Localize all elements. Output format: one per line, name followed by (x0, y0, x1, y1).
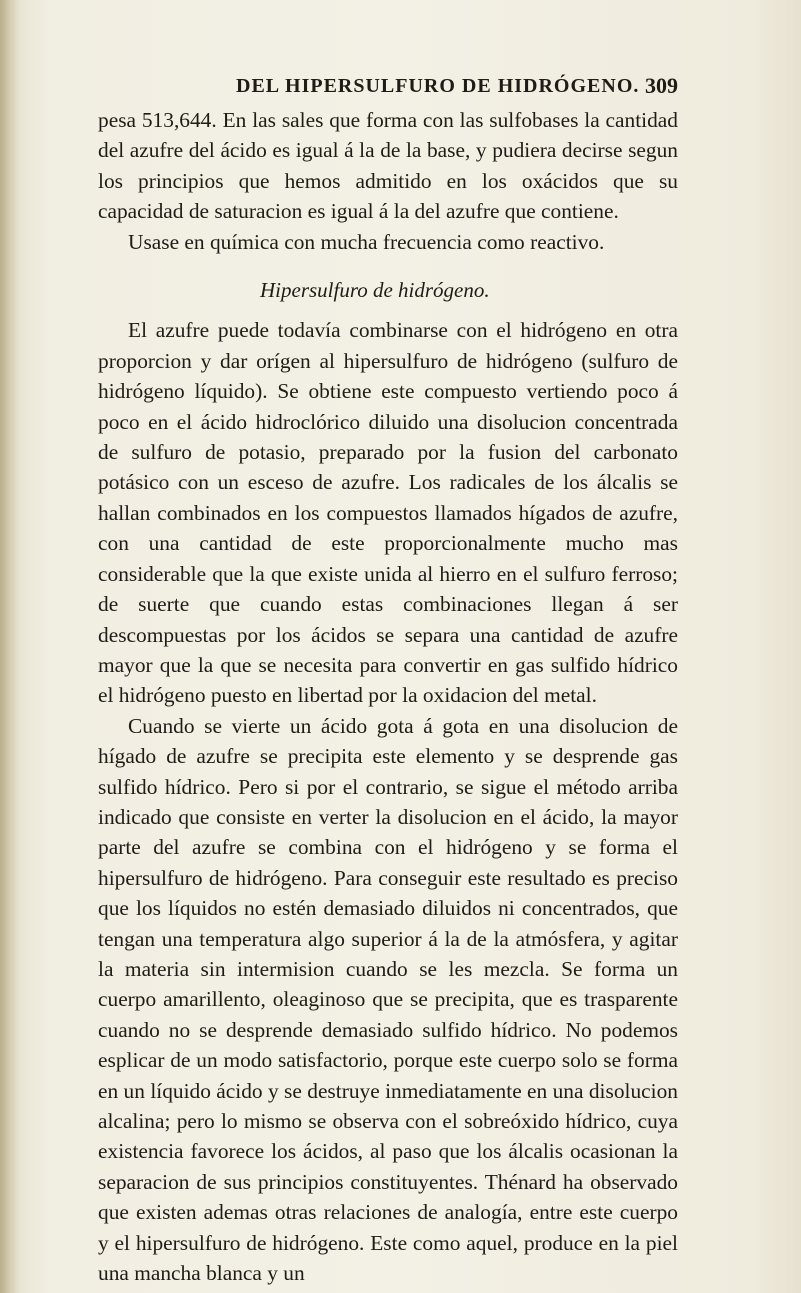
paragraph-properties: Cuando se vierte un ácido gota á gota en una disolucion de hígado de azufre se precipita este elemento y se desprende gas sulfido hídrico. Pero si por el contrario, se sigue el método arriba indicado que consiste en verter la disolucion en el ácido, la mayor parte del azufre se combina con el hidrógeno y se forma el hipersulfuro de hidrógeno. Para conseguir este resultado es preciso que los líquidos no estén demasiado diluidos ni concentrados, que tengan una temperatura algo superior á la de la atmósfera, y agitar la materia sin intermision cuando se les mezcla. Se forma un cuerpo amarillento, oleaginoso que se precipita, que es trasparente cuando no se desprende demasiado sulfido hídrico. No podemos esplicar de un modo satisfactorio, porque este cuerpo solo se forma en un líquido ácido y se destruye inmediatamente en una disolucion alcalina; pero lo mismo se observa con el sobreóxido hídrico, cuya existencia favorece los ácidos, al paso que los álcalis ocasionan la separacion de sus principios constituyentes. Thénard ha observado que existen ademas otras relaciones de analogía, entre este cuerpo y el hipersulfuro de hidrógeno. Este como aquel, produce en la piel una mancha blanca y un (98, 713, 678, 1286)
section-heading: Hipersulfuro de hidrógeno. (260, 278, 490, 303)
paragraph-usage: Usase en química con mucha frecuencia como reactivo. (128, 229, 605, 254)
running-title: DEL HIPERSULFURO DE HIDRÓGENO. (236, 75, 640, 97)
page-body (98, 105, 678, 1288)
page-binding-edge (0, 0, 20, 1293)
paragraph-preparation: El azufre puede todavía combinarse con el hidrógeno en otra proporcion y dar orígen al hipersulfuro de hidrógeno (sulfuro de hidrógeno líquido). Se obtiene este compuesto vertiendo poco á poco en el ácido hidroclórico diluido una disolucion concentrada de sulfuro de potasio, preparado por la fusion del carbonato potásico con un esceso de azufre. Los radicales de los álcalis se hallan combinados en los compuestos llamados hígados de azufre, con una cantidad de este proporcionalmente mucho mas considerable que la que existe unida al hierro en el sulfuro ferroso; de suerte que cuando estas combinaciones llegan á ser descompuestas por los ácidos se separa una cantidad de azufre mayor que la que se necesita para convertir en gas sulfido hídrico el hidrógeno puesto en libertad por la oxidacion del metal. (98, 318, 678, 708)
paragraph-continuation: pesa 513,644. En las sales que forma con las sulfobases la cantidad del azufre del ácido es igual á la de la base, y pudiera decirse segun los principios que hemos admitido en los oxácidos que su capacidad de saturacion es igual á la del azufre que contiene. (98, 108, 678, 224)
page-number: 309 (645, 73, 678, 98)
running-header (98, 71, 678, 105)
